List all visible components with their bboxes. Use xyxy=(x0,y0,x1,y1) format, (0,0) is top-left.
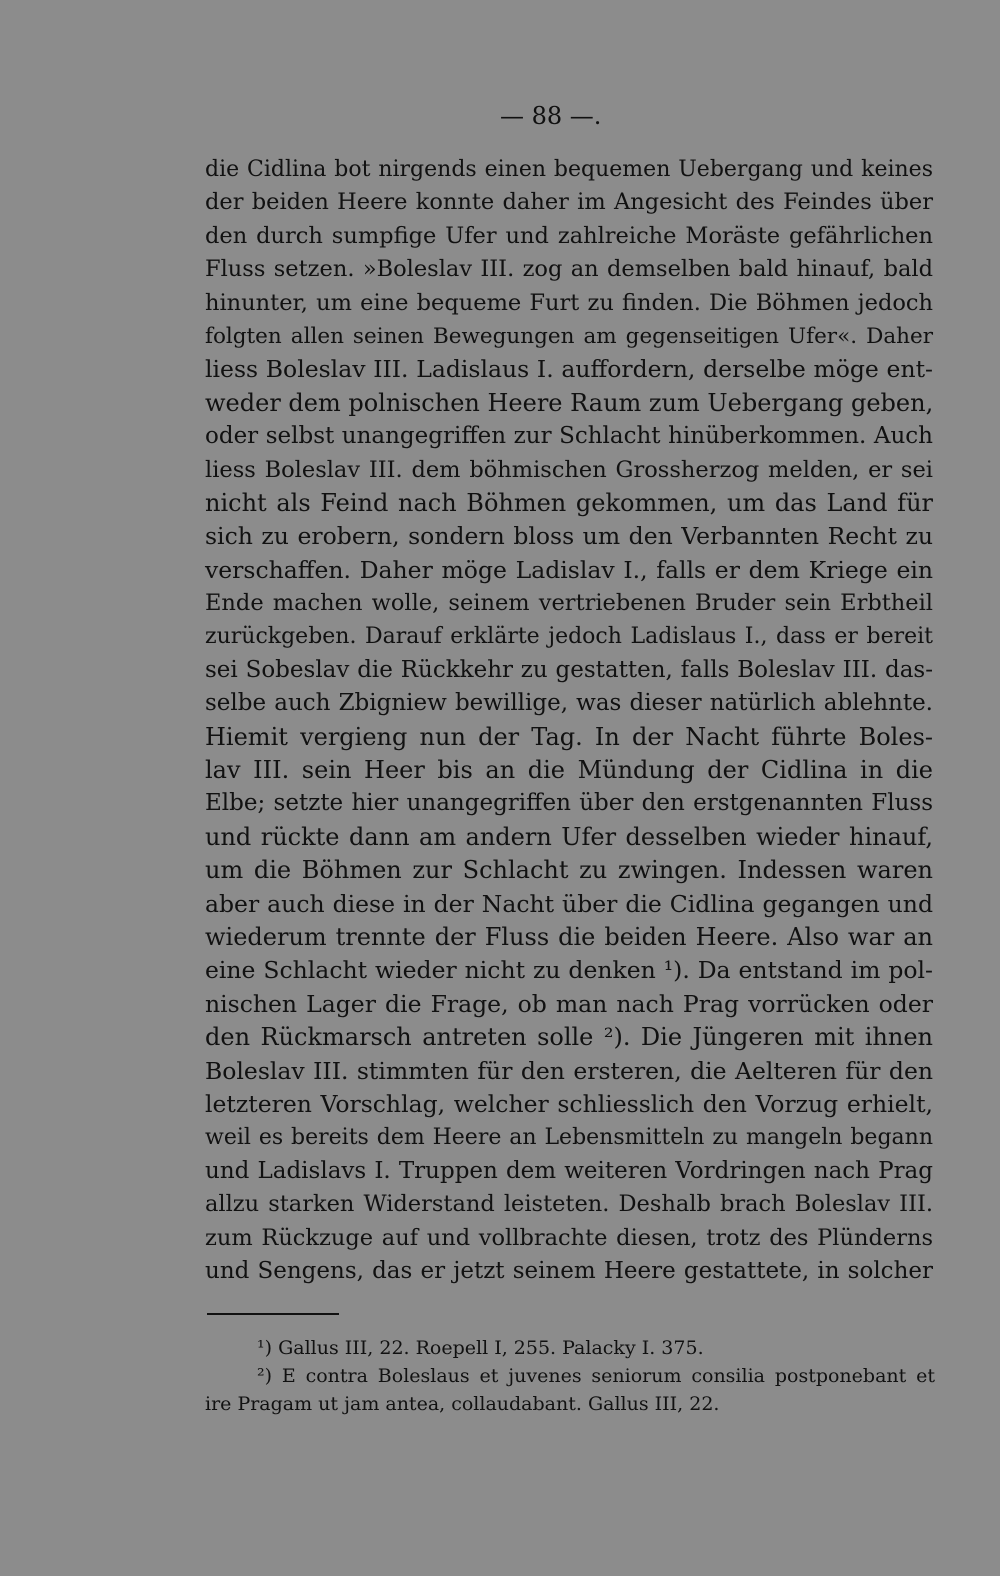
footnote-2-continuation: ire Pragam ut jam antea, collaudabant. Gallus III, 22. xyxy=(205,1393,720,1415)
text-line: Ende machen wolle, seinem vertriebenen Bruder sein Erbtheil xyxy=(205,590,933,617)
text-line: um die Böhmen zur Schlacht zu zwingen. Indessen waren xyxy=(205,856,933,885)
text-line: eine Schlacht wieder nicht zu denken ¹). Da entstand im pol- xyxy=(205,956,933,985)
text-line: den Rückmarsch antreten solle ²). Die Jüngeren mit ihnen xyxy=(205,1023,933,1052)
text-line: und rückte dann am andern Ufer desselben wieder hinauf, xyxy=(205,822,933,851)
text-line: liess Boleslav III. dem böhmischen Grossherzog melden, er sei xyxy=(205,456,933,483)
text-line: zurückgeben. Darauf erklärte jedoch Ladislaus I., dass er bereit xyxy=(205,624,933,650)
body-text xyxy=(205,153,933,1288)
text-line: Fluss setzen. »Boleslav III. zog an demselben bald hinauf, bald xyxy=(205,256,933,283)
footnote-1: ¹) Gallus III, 22. Roepell I, 255. Palacky I. 375. xyxy=(257,1337,704,1359)
text-line: sei Sobeslav die Rückkehr zu gestatten, falls Boleslav III. das- xyxy=(205,656,933,683)
text-line: weder dem polnischen Heere Raum zum Uebergang geben, xyxy=(205,388,934,417)
text-line: zum Rückzuge auf und vollbrachte diesen, trotz des Plünderns xyxy=(205,1224,933,1251)
text-line: liess Boleslav III. Ladislaus I. auffordern, derselbe möge ent- xyxy=(205,355,933,384)
text-line: letzteren Vorschlag, welcher schliesslich den Vorzug erhielt, xyxy=(205,1089,933,1118)
text-line: hinunter, um eine bequeme Furt zu finden. Die Böhmen jedoch xyxy=(205,289,933,316)
text-line: der beiden Heere konnte daher im Angesicht des Feindes über xyxy=(205,189,933,216)
text-line: allzu starken Widerstand leisteten. Deshalb brach Boleslav III. xyxy=(205,1191,933,1218)
text-line: den durch sumpfige Ufer und zahlreiche Moräste gefährlichen xyxy=(205,222,933,249)
text-line: aber auch diese in der Nacht über die Cidlina gegangen und xyxy=(205,889,933,918)
footnote-divider xyxy=(207,1313,339,1315)
footnotes xyxy=(205,1334,935,1418)
text-line: selbe auch Zbigniew bewillige, was dieser natürlich ablehnte. xyxy=(205,690,933,717)
text-line: wiederum trennte der Fluss die beiden Heere. Also war an xyxy=(205,922,933,951)
text-line: und Ladislavs I. Truppen dem weiteren Vordringen nach Prag xyxy=(205,1157,933,1184)
footnote-2: ²) E contra Boleslaus et juvenes seniorum consilia postponebant et xyxy=(257,1365,935,1387)
text-line: oder selbst unangegriffen zur Schlacht hinüberkommen. Auch xyxy=(205,423,933,450)
text-line: die Cidlina bot nirgends einen bequemen Uebergang und keines xyxy=(205,157,933,182)
text-line: und Sengens, das er jetzt seinem Heere gestattete, in solcher xyxy=(205,1257,933,1284)
text-line: sich zu erobern, sondern bloss um den Verbannten Recht zu xyxy=(205,522,933,551)
text-line: nicht als Feind nach Böhmen gekommen, um das Land für xyxy=(205,488,933,517)
text-line: folgten allen seinen Bewegungen am gegenseitigen Ufer«. Daher xyxy=(205,323,933,349)
page-number: — 88 —. xyxy=(500,102,602,130)
text-line: Boleslav III. stimmten für den ersteren, die Aelteren für den xyxy=(205,1056,933,1085)
text-line: weil es bereits dem Heere an Lebensmitteln zu mangeln begann xyxy=(205,1125,933,1151)
text-line: Hiemit vergieng nun der Tag. In der Nacht führte Boles- xyxy=(205,722,933,751)
text-line: Elbe; setzte hier unangegriffen über den erstgenannten Fluss xyxy=(205,790,933,817)
text-line: nischen Lager die Frage, ob man nach Prag vorrücken oder xyxy=(205,989,933,1018)
text-line: lav III. sein Heer bis an die Mündung der Cidlina in die xyxy=(205,756,933,785)
text-line: verschaffen. Daher möge Ladislav I., falls er dem Kriege ein xyxy=(205,555,933,584)
